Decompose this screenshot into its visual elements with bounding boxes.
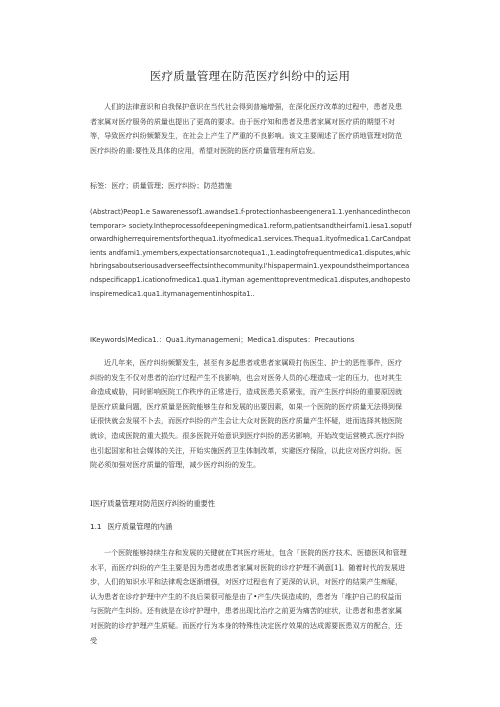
body-paragraph: 一个医院能够持续生存和发展的关键就在T其医疗班址，包含「医院的医疗技术、医德医风和管理水平，而医疗纠纷的产生主要是因为患者或患者家属对医院的诊疗护理不满意[1]。随着时代的发展进步，人们的知识水平和法律观念逐渐增强，对医疗过程也有了更深的认识，对医疗的结果产生痴疑，认为患者在诊疗护理中产生的不良后果很可能是由了•产生/失误造成的，患者为「维护自己的权益而与医院产生纠纷。还有就是在诊疗护理中，患者出现比治疗之前更为痛苦的症状，让患者和患者家属对医院的诊疗护理产生质疑。而医疗行为本身的特殊性决定医疗效果的达成需要医患双方的配合，还受 — [90, 548, 407, 645]
chinese-abstract: 人们的法律意识和自我保护意识在当代社会得到普遍增强，在深化医疗改革的过程中，患者及患者家属对医疗服务的质量也提出了更高的要求。由于医疗知和患者及患者家属对医疗质的期望不对等，导致医疗纠纷频繁发生，在社会上产生了严重的不良影响。该文主要阐述了医疗质地管理对防范医疗纠纷的重:要性及具体的应用，希望对医院的医疗质量管理有所启发。 — [90, 102, 403, 155]
section-heading-1: I医疗质量管理对防范医疗纠纷的重要性 — [90, 499, 216, 508]
section-number: 1.1 — [90, 522, 102, 531]
english-abstract: (Abstract)Peop1.e Sawarenessof1.awandse1.f-protectionhasbeengenera1.1.yenhancedinthecontemporar> society.Intheprocessofdeepeningmedica1.reform,patientsandtheirfami1.iesa1.soputforwardhigherrequirementsforthequa1.ityofmedica1.services.Thequa1.ityofmedica1.CarCandpatients andfami1.ymembers,expectationsarcnotequa1.,1.eadingtofrequentmedica1.disputes,whichbringsaboutseriousadverseeffectsinthecommunity.I'hispapermain1.yexpoundstheimportanceandspecificapp1.icationofmedica1.qua1.ityman agementtopreventmedica1.disputes,andhopestoinspiremedica1.qua1.itymanagementinhospita1.. — [90, 208, 412, 298]
chinese-keywords: 标签：医疗；质量管理；医疗纠纷；防范措施 — [90, 181, 232, 190]
intro-paragraph: 近几年来，医疗纠纷频繁发生，甚至有多起患者或患者家属殴打伤医生、护士的恶性事件，医疗纠纷的发生不仅对患者的治疗过程产生不良影响，也会对医务人员的心理造成一定的压力，也对其生命造成威胁，同时影响医院工作秩序的正常进行，造成医患关系紧张，而产生医疗纠纷的重要原因就是医疗质量问题，医疗质量是医院能够生存和发展的出要因素，如果一个医院的医疗质量无法得到保证很快就会发展不卜去，而医疗纠纷的产生会让大众对医院的医疗质量产生怀疑，进而选择其他医院就诊，造成医院的重大损失。很多医院开始意识到医疗纠纷的恶劣影响，开始改变运营模式.医疗纠纷也引起国家和社会媒体的关注，开始实施医药卫生体制改革，实避医疗保险，以此应对医疗纠纷。医院必须加强对医疗质量的管理，减少医疗纠纷的发生。 — [90, 358, 405, 470]
section-title: 医疗质量管理的内涵 — [107, 522, 173, 531]
section-heading-1-1 — [90, 522, 172, 532]
document-title: 医疗质量管理在防范医疗纠纷中的运用 — [149, 69, 351, 83]
english-keywords: IKeywords)Medica1.：Qua1.itymanagemeni；Medica1.disputes：Precautions — [90, 336, 355, 344]
